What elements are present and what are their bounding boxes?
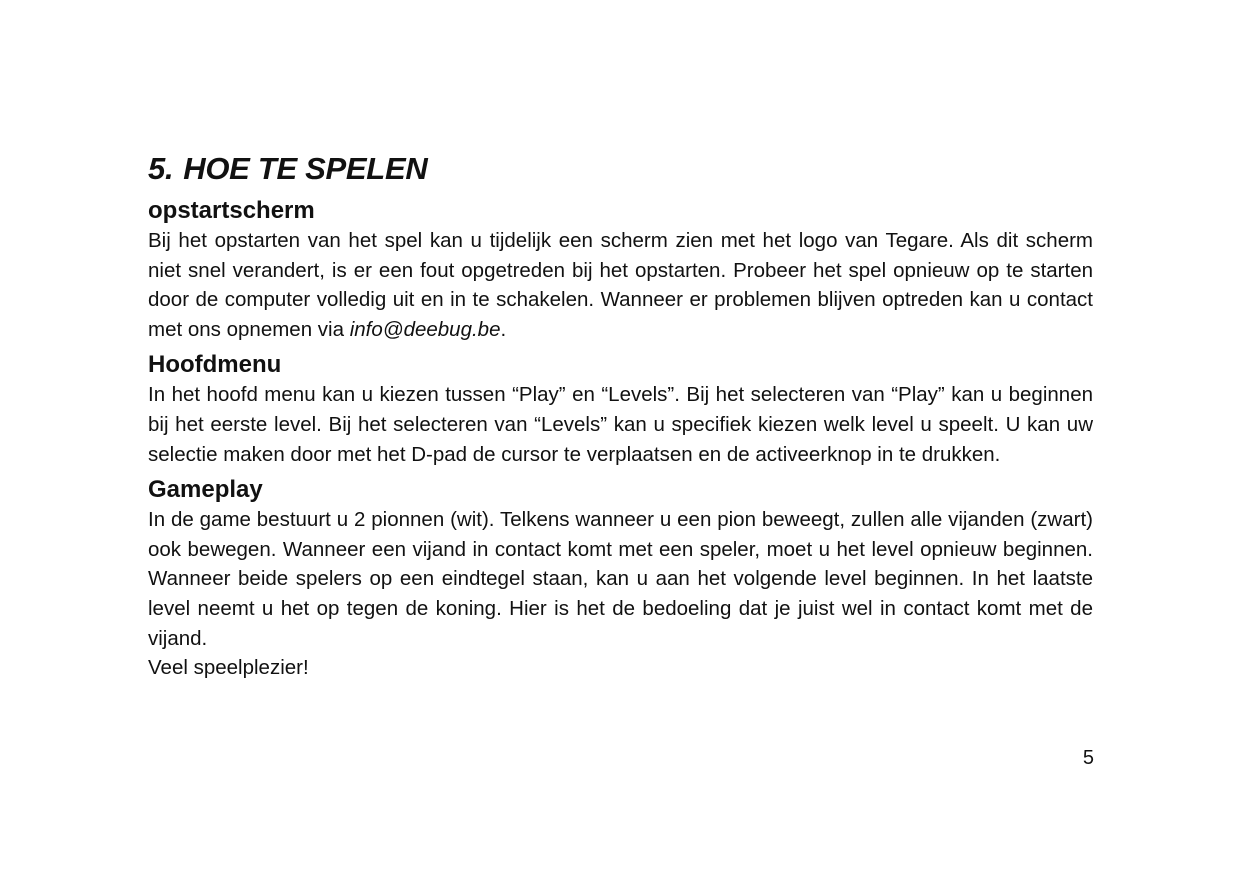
section-text-gameplay: In de game bestuurt u 2 pionnen (wit). Telkens wanneer u een pion beweegt, zullen alle vijanden (zwart) ook bewegen. Wanneer een vijand in contact komt met een speler, moet u het level opnieuw beginnen. Wanneer beide spelers op een eindtegel staan, kan u aan het volgende level beginnen. In het laatste level neemt u het op tegen de koning. Hier is het de bedoeling dat je juist wel in contact komt met de vijand.: [148, 508, 1093, 650]
document-page: [148, 150, 1093, 683]
closing-text: Veel speelplezier!: [148, 656, 309, 680]
section-text-opstartscherm: [148, 226, 1093, 344]
section-text-hoofdmenu: In het hoofd menu kan u kiezen tussen “Play” en “Levels”. Bij het selecteren van “Play” kan u beginnen bij het eerste level. Bij het selecteren van “Levels” kan u specifiek kiezen welk level u speelt. U kan uw selectie maken door met het D-pad de cursor te verplaatsen en de activeerknop in te drukken.: [148, 383, 1093, 466]
section-text-opstartscherm-main: Bij het opstarten van het spel kan u tijdelijk een scherm zien met het logo van Tegare. Als dit scherm niet snel verandert, is er een fout opgetreden bij het opstarten. Probeer het spel opnieuw op te starten door de computer volledig uit en in te schakelen. Wanneer er problemen blijven optreden kan u contact met ons opnemen via: [148, 229, 1093, 341]
section-text-opstartscherm-end: .: [500, 317, 507, 341]
section-heading-gameplay: Gameplay: [148, 476, 263, 504]
section-heading-hoofdmenu: Hoofdmenu: [148, 351, 282, 379]
email-link[interactable]: info@deebug.be: [349, 317, 501, 341]
section-heading-opstartscherm: opstartscherm: [148, 197, 315, 224]
chapter-number: 5.: [148, 151, 174, 186]
chapter-title-text: HOE TE SPELEN: [183, 151, 428, 186]
page-number: 5: [1082, 747, 1094, 769]
chapter-title: [148, 150, 1093, 188]
